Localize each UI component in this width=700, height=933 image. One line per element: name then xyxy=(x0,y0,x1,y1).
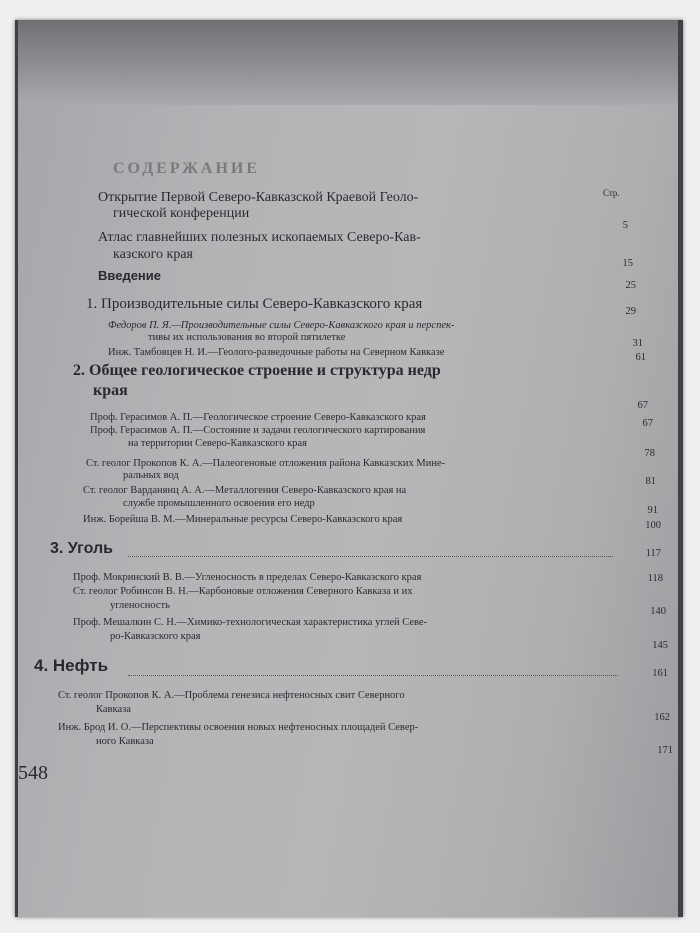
section-3-title: 3. Уголь xyxy=(50,540,113,557)
section-1-title: 1. Производительные силы Северо-Кавказского края xyxy=(86,296,423,312)
section-2-entry-4-page: 91 xyxy=(647,505,658,516)
section-4-title: 4. Нефть xyxy=(34,656,109,675)
section-2-entry-3-line2: ральных вод xyxy=(123,470,179,481)
section-4-entry-2-line2: ного Кавказа xyxy=(96,736,154,747)
section-2-entry-4-line2: службе промышленного освоения его недр xyxy=(123,498,315,509)
section-3-entry-3-page: 145 xyxy=(652,640,668,651)
section-4-leader xyxy=(128,675,618,676)
section-3-entry-2-page: 140 xyxy=(650,606,666,617)
page-column-label: Стр. xyxy=(603,188,620,198)
book-page xyxy=(18,20,678,917)
section-3-page: 117 xyxy=(645,548,661,559)
front-entry-1-line1: Открытие Первой Северо-Кавказской Краевой Геоло- xyxy=(98,190,419,205)
section-4-entry-1-line1: Ст. геолог Прокопов К. А.—Проблема генезиса нефтеносных свит Северного xyxy=(58,690,405,701)
front-entry-1-line2: гической конференции xyxy=(113,206,250,221)
front-entry-2-line2: казского края xyxy=(113,247,193,262)
section-2-entry-2-page: 78 xyxy=(644,448,655,459)
section-2-entry-2-line1: Проф. Герасимов А. П.—Состояние и задачи геологического картирования xyxy=(90,425,426,436)
section-4-entry-1-page: 162 xyxy=(654,712,670,723)
section-3-entry-1-page: 118 xyxy=(647,573,663,584)
section-2-entry-3-page: 81 xyxy=(645,476,656,487)
section-3-entry-1-line1: Проф. Мокринский В. В.—Угленосность в пределах Северо-Кавказского края xyxy=(73,572,422,583)
front-entry-1-page: 5 xyxy=(622,220,628,231)
section-3-entry-2-line1: Ст. геолог Робинсон В. Н.—Карбоновые отложения Северного Кавказа и их xyxy=(73,586,413,597)
section-3-entry-3-line1: Проф. Мешалкин С. Н.—Химико-технологическая характеристика углей Севе- xyxy=(73,617,428,628)
front-entry-3-line1: Введение xyxy=(98,268,161,283)
page-number: 548 xyxy=(18,762,48,784)
front-entry-2-page: 15 xyxy=(622,258,633,269)
section-1-entry-1-line2: тивы их использования во второй пятилетке xyxy=(148,332,346,343)
section-4-entry-2-page: 171 xyxy=(657,745,673,756)
section-1-entry-2-page: 61 xyxy=(635,352,646,363)
section-4-entry-1-line2: Кавказа xyxy=(96,704,131,715)
section-1-entry-2-line1: Инж. Тамбовцев Н. И.—Геолого-разведочные работы на Северном Кавказе xyxy=(108,347,445,358)
section-1-page: 29 xyxy=(625,306,636,317)
section-2-page: 67 xyxy=(637,400,648,411)
section-4-entry-2-line1: Инж. Брод И. О.—Перспективы освоения новых нефтеносных площадей Север- xyxy=(58,722,419,733)
section-2-entry-5-line1: Инж. Борейша В. М.—Минеральные ресурсы Северо-Кавказского края xyxy=(83,514,403,525)
contents-heading: СОДЕРЖАНИЕ xyxy=(113,160,261,177)
section-1-entry-1-line1: Федоров П. Я.—Производительные силы Северо-Кавказского края и перспек- xyxy=(108,320,455,331)
section-2-entry-1-page: 67 xyxy=(642,418,653,429)
section-3-leader xyxy=(128,556,613,557)
section-2-entry-3-line1: Ст. геолог Прокопов К. А.—Палеогеновые отложения района Кавказских Мине- xyxy=(86,458,446,469)
section-4-page: 161 xyxy=(652,668,668,679)
section-2-title: 2. Общее геологическое строение и структура недр xyxy=(73,362,441,379)
section-2-entry-1-line1: Проф. Герасимов А. П.—Геологическое строение Северо-Кавказского края xyxy=(90,412,426,423)
section-2-title-line2: края xyxy=(93,382,128,399)
front-entry-3-page: 25 xyxy=(625,280,636,291)
page-top-shadow xyxy=(18,20,678,105)
section-2-entry-2-line2: на территории Северо-Кавказского края xyxy=(128,438,307,449)
front-entry-2-line1: Атлас главнейших полезных ископаемых Северо-Кав- xyxy=(98,230,421,245)
section-1-entry-1-page: 31 xyxy=(632,338,643,349)
section-3-entry-2-line2: угленосность xyxy=(110,600,170,611)
section-3-entry-3-line2: ро-Кавказского края xyxy=(110,631,201,642)
section-2-entry-5-page: 100 xyxy=(645,520,661,531)
section-2-entry-4-line1: Ст. геолог Варданянц А. А.—Металлогения Северо-Кавказского края на xyxy=(83,485,407,496)
